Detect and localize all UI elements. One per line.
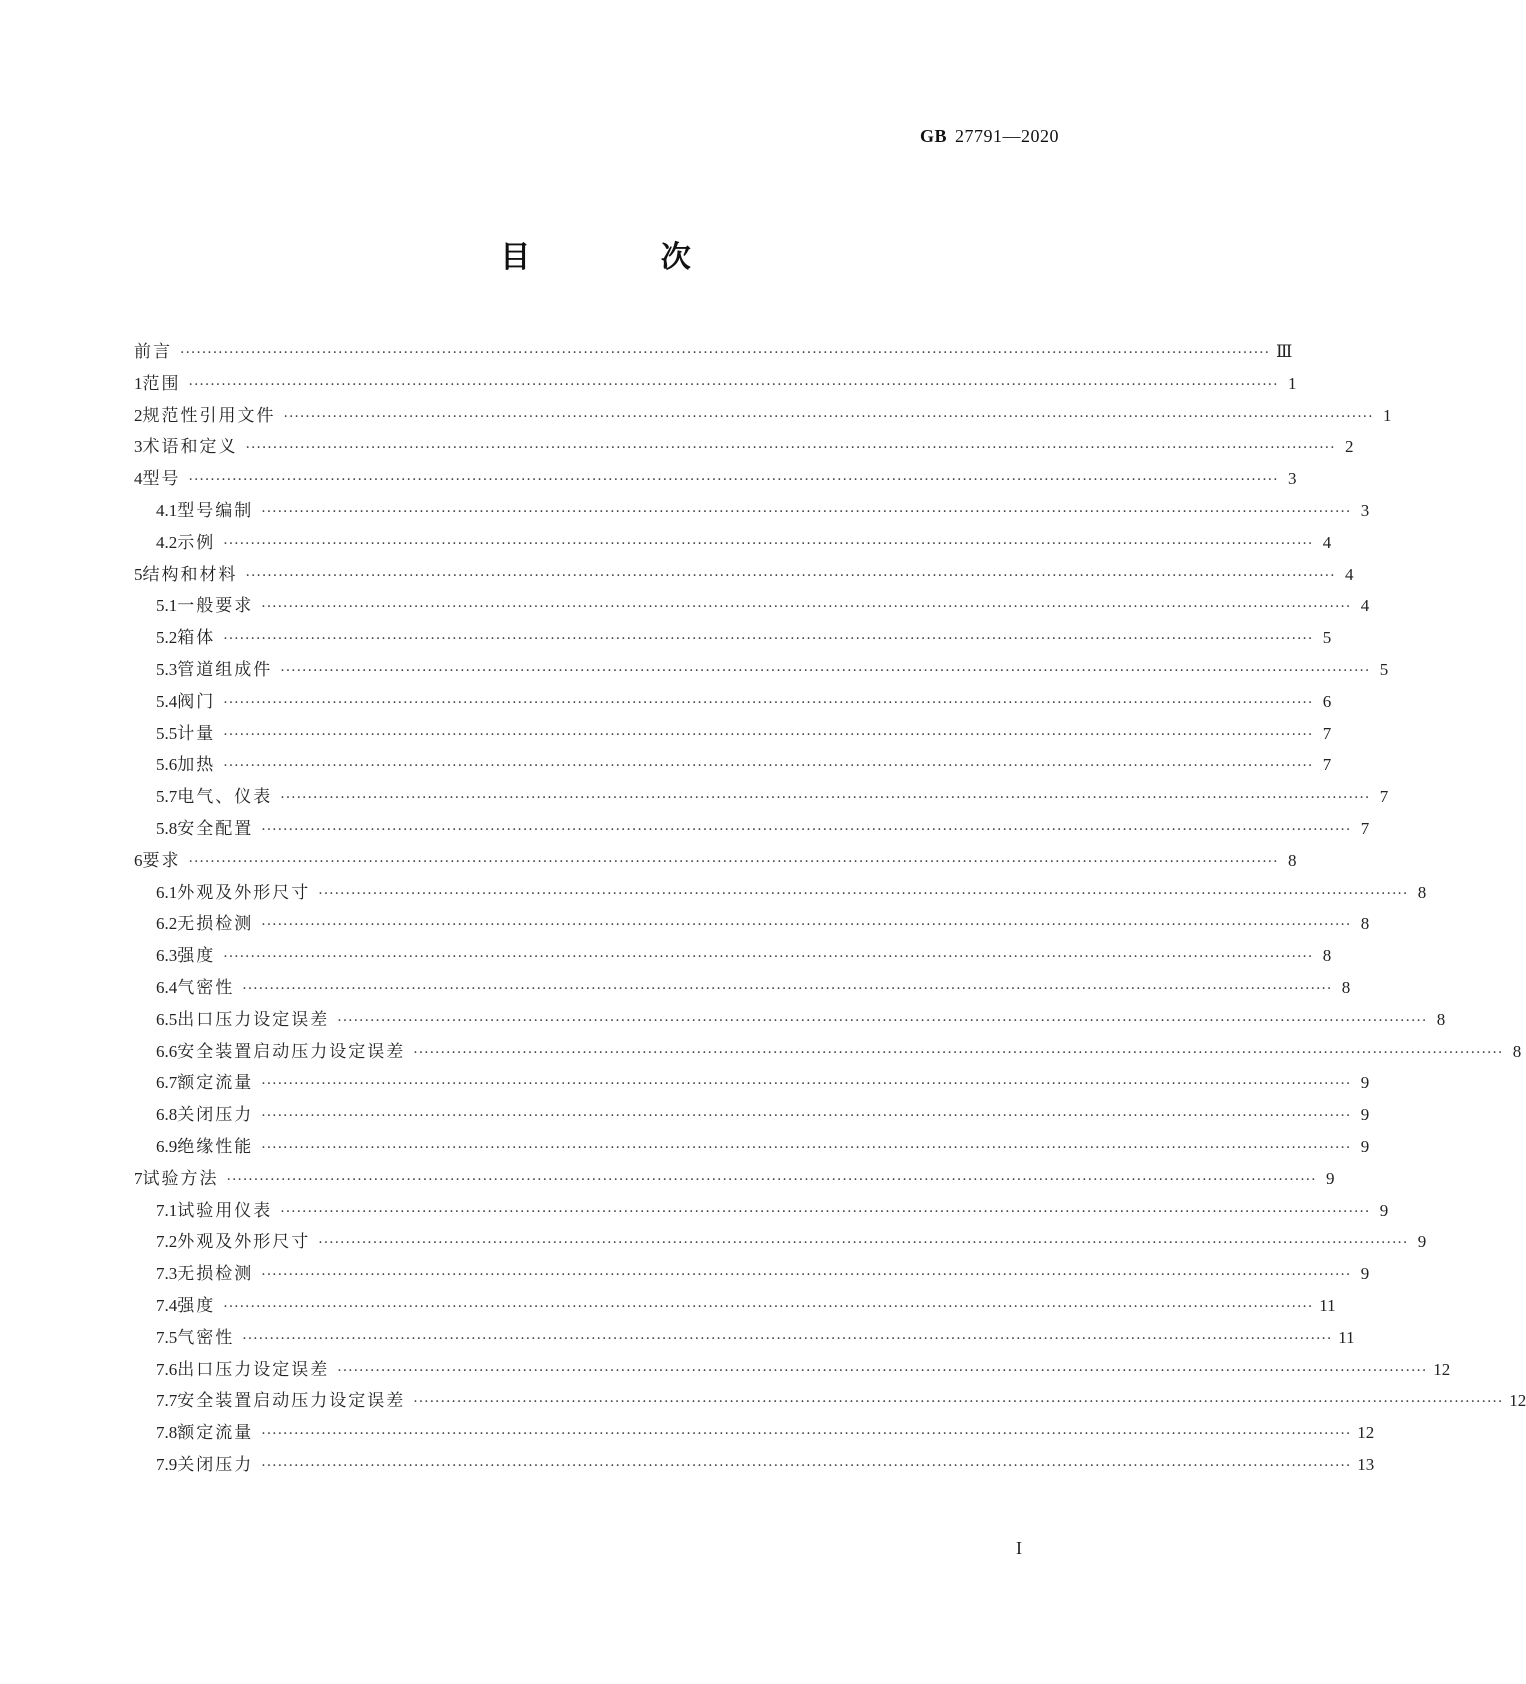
toc-entry-label: 计量	[177, 723, 216, 744]
toc-entry[interactable]	[134, 1290, 1336, 1322]
toc-dot-leader: ········································································································································································································	[223, 726, 1314, 743]
toc-entry[interactable]	[134, 431, 1354, 463]
toc-dot-leader: ········································································································································································································	[280, 662, 1371, 679]
toc-entry-number: 5.1	[156, 596, 178, 616]
toc-entry[interactable]	[134, 686, 1332, 718]
toc-dot-leader: ········································································································································································································	[261, 1139, 1352, 1156]
toc-entry-number: 6.1	[156, 882, 178, 902]
toc-dot-leader: ········································································································································································································	[242, 980, 1333, 997]
toc-entry-label: 规范性引用文件	[142, 405, 276, 426]
toc-entry-label: 电气、仪表	[177, 787, 273, 808]
toc-dot-leader: ········································································································································································································	[223, 535, 1314, 552]
toc-entry-number: 7	[134, 1168, 143, 1188]
toc-entry-label: 气密性	[177, 1327, 235, 1348]
toc-entry-page: 12	[1433, 1359, 1451, 1379]
toc-entry[interactable]	[134, 1258, 1370, 1290]
toc-entry-page: 8	[1341, 977, 1351, 997]
toc-entry-label: 型号编制	[177, 500, 254, 521]
toc-dot-leader: ········································································································································································································	[223, 758, 1314, 775]
toc-entry-label: 型号	[142, 469, 181, 490]
toc-entry[interactable]	[134, 1099, 1370, 1131]
toc-entry-label: 安全装置启动压力设定误差	[177, 1391, 406, 1412]
toc-dot-leader: ········································································································································································································	[188, 376, 1279, 393]
toc-entry-page: 5	[1379, 659, 1389, 679]
toc-entry-number: 6.9	[156, 1136, 178, 1156]
toc-entry[interactable]	[134, 1131, 1370, 1163]
toc-entry-page: 11	[1319, 1295, 1336, 1315]
toc-entry-number: 6.3	[156, 946, 178, 966]
toc-entry[interactable]	[134, 1004, 1446, 1036]
toc-entry-number: 4.1	[156, 500, 178, 520]
toc-dot-leader: ········································································································································································································	[188, 853, 1279, 870]
toc-dot-leader: ········································································································································································································	[318, 885, 1409, 902]
toc-dot-leader: ········································································································································································································	[261, 917, 1352, 934]
toc-entry-page: 9	[1379, 1200, 1389, 1220]
toc-entry-number: 7.9	[156, 1454, 178, 1474]
toc-entry-label: 额定流量	[177, 1423, 254, 1444]
toc-dot-leader: ········································································································································································································	[261, 599, 1352, 616]
toc-dot-leader: ········································································································································································································	[261, 821, 1352, 838]
toc-entry-label: 示例	[177, 532, 216, 553]
toc-entry-number: 5.8	[156, 818, 178, 838]
toc-entry-page: 13	[1357, 1454, 1375, 1474]
toc-entry-page: 8	[1360, 914, 1370, 934]
toc-dot-leader: ········································································································································································································	[337, 1362, 1428, 1379]
toc-entry-number: 1	[134, 373, 143, 393]
toc-entry-number: 5	[134, 564, 143, 584]
toc-dot-leader: ········································································································································································································	[261, 1426, 1352, 1443]
toc-entry-label: 试验用仪表	[177, 1200, 273, 1221]
toc-entry-number: 5.7	[156, 787, 178, 807]
toc-entry-label: 出口压力设定误差	[177, 1009, 330, 1030]
toc-entry-number: 5.6	[156, 755, 178, 775]
toc-entry[interactable]	[134, 1417, 1375, 1449]
toc-entry[interactable]	[134, 1067, 1370, 1099]
toc-entry-label: 前言	[134, 342, 172, 362]
toc-entry[interactable]	[134, 590, 1370, 622]
toc-dot-leader: ········································································································································································································	[223, 631, 1314, 648]
toc-entry[interactable]	[134, 1226, 1427, 1258]
toc-entry-label: 加热	[177, 755, 216, 776]
toc-entry[interactable]	[134, 940, 1332, 972]
toc-entry-label: 气密性	[177, 977, 235, 998]
toc-entry-number: 4	[134, 469, 143, 489]
toc-entry-page: 5	[1322, 628, 1332, 648]
toc-entry-number: 6	[134, 850, 143, 870]
toc-entry[interactable]	[134, 1322, 1355, 1354]
page-number: I	[1016, 1538, 1022, 1558]
standard-code-prefix: GB	[919, 126, 947, 146]
toc-dot-leader: ········································································································································································································	[413, 1044, 1504, 1061]
toc-entry-number: 7.5	[156, 1327, 178, 1347]
toc-entry[interactable]	[134, 813, 1370, 845]
toc-entry-number: 4.2	[156, 532, 178, 552]
toc-entry-number: 6.8	[156, 1105, 178, 1125]
toc-entry-page: 8	[1512, 1041, 1522, 1061]
toc-entry-number: 7.4	[156, 1295, 178, 1315]
toc-entry-label: 试验方法	[142, 1168, 219, 1189]
toc-entry[interactable]	[134, 781, 1389, 813]
toc-entry[interactable]	[134, 1385, 1526, 1417]
toc-entry-label: 管道组成件	[177, 659, 273, 680]
toc-dot-leader: ········································································································································································································	[261, 503, 1352, 520]
toc-entry-page: 12	[1509, 1391, 1526, 1411]
toc-entry-label: 出口压力设定误差	[177, 1359, 330, 1380]
toc-entry[interactable]	[134, 908, 1370, 940]
toc-entry-page: 6	[1322, 691, 1332, 711]
toc-entry[interactable]	[134, 622, 1332, 654]
toc-entry-page: 9	[1360, 1073, 1370, 1093]
toc-entry-page: 4	[1360, 596, 1370, 616]
toc-entry-page: 7	[1322, 723, 1332, 743]
toc-entry-number: 5.2	[156, 628, 178, 648]
toc-entry-page: 8	[1288, 850, 1297, 870]
toc-dot-leader: ········································································································································································································	[223, 1298, 1314, 1315]
toc-entry-page: 11	[1338, 1327, 1355, 1347]
toc-entry-page: 9	[1360, 1136, 1370, 1156]
toc-entry-label: 安全装置启动压力设定误差	[177, 1041, 406, 1062]
toc-entry-page: 7	[1379, 787, 1389, 807]
toc-entry-page: 1	[1383, 405, 1392, 425]
toc-dot-leader: ········································································································································································································	[318, 1235, 1409, 1252]
toc-entry-number: 7.7	[156, 1391, 178, 1411]
toc-entry-label: 额定流量	[177, 1073, 254, 1094]
toc-entry-page: 12	[1357, 1423, 1375, 1443]
toc-entry-label: 箱体	[177, 628, 216, 649]
toc-entry[interactable]	[134, 368, 1297, 400]
toc-entry-number: 6.7	[156, 1073, 178, 1093]
toc-dot-leader: ········································································································································································································	[226, 1171, 1317, 1188]
toc-dot-leader: ········································································································································································································	[261, 1457, 1352, 1474]
standard-code-number: 27791—2020	[955, 126, 1059, 146]
toc-entry-number: 7.2	[156, 1232, 178, 1252]
toc-entry-number: 6.6	[156, 1041, 178, 1061]
toc-entry[interactable]	[134, 749, 1332, 781]
toc-entry-number: 2	[134, 405, 143, 425]
toc-dot-leader: ········································································································································································································	[245, 567, 1336, 584]
toc-entry-label: 强度	[177, 1295, 216, 1316]
table-of-contents	[134, 336, 1526, 1481]
toc-entry[interactable]	[134, 1036, 1522, 1068]
toc-entry-number: 5.3	[156, 659, 178, 679]
toc-entry-label: 术语和定义	[142, 437, 238, 458]
toc-entry[interactable]	[134, 559, 1354, 591]
toc-entry-label: 阀门	[177, 691, 216, 712]
toc-entry-page: 9	[1417, 1232, 1427, 1252]
toc-entry[interactable]	[134, 400, 1392, 432]
toc-dot-leader: ········································································································································································································	[223, 694, 1314, 711]
toc-entry[interactable]	[134, 463, 1297, 495]
toc-entry[interactable]	[134, 527, 1332, 559]
toc-entry-page: 9	[1360, 1105, 1370, 1125]
toc-entry[interactable]	[134, 336, 1293, 368]
toc-entry-number: 7.8	[156, 1423, 178, 1443]
toc-entry[interactable]	[134, 1449, 1375, 1481]
toc-entry[interactable]	[134, 1163, 1335, 1195]
toc-entry-number: 6.4	[156, 977, 178, 997]
toc-entry-page: 7	[1322, 755, 1332, 775]
toc-entry-number: 7.6	[156, 1359, 178, 1379]
toc-dot-leader: ········································································································································································································	[337, 1012, 1428, 1029]
toc-entry[interactable]	[134, 972, 1351, 1004]
toc-entry-label: 安全配置	[177, 818, 254, 839]
toc-entry-number: 7.3	[156, 1264, 178, 1284]
toc-dot-leader: ········································································································································································································	[223, 949, 1314, 966]
toc-dot-leader: ········································································································································································································	[280, 790, 1371, 807]
toc-entry-page: 8	[1322, 946, 1332, 966]
toc-dot-leader: ········································································································································································································	[188, 472, 1279, 489]
toc-entry-page: 3	[1288, 469, 1297, 489]
toc-entry-label: 无损检测	[177, 1264, 254, 1285]
toc-dot-leader: ········································································································································································································	[261, 1267, 1352, 1284]
toc-entry-page: 8	[1417, 882, 1427, 902]
toc-entry-page: 4	[1345, 564, 1354, 584]
toc-entry-label: 要求	[142, 850, 181, 871]
toc-dot-leader: ········································································································································································································	[261, 1108, 1352, 1125]
toc-entry[interactable]	[134, 845, 1297, 877]
toc-dot-leader: ········································································································································································································	[413, 1394, 1504, 1411]
toc-dot-leader: ········································································································································································································	[242, 1330, 1333, 1347]
toc-entry-page: 8	[1436, 1009, 1446, 1029]
toc-entry-label: 绝缘性能	[177, 1136, 254, 1157]
toc-entry-label: 强度	[177, 946, 216, 967]
toc-entry-page: 9	[1360, 1264, 1370, 1284]
toc-entry-number: 5.4	[156, 691, 178, 711]
toc-entry[interactable]	[134, 495, 1370, 527]
toc-entry-number: 3	[134, 437, 143, 457]
toc-entry[interactable]	[134, 1195, 1389, 1227]
toc-entry-label: 结构和材料	[142, 564, 238, 585]
page-title: 目 次	[500, 240, 751, 275]
toc-entry-label: 外观及外形尺寸	[177, 1232, 311, 1253]
toc-dot-leader: ········································································································································································································	[280, 1203, 1371, 1220]
toc-entry-label: 关闭压力	[177, 1105, 254, 1126]
toc-entry-page: 3	[1360, 500, 1370, 520]
toc-entry[interactable]	[134, 718, 1332, 750]
toc-entry[interactable]	[134, 877, 1427, 909]
toc-entry-page: 4	[1322, 532, 1332, 552]
toc-entry-number: 7.1	[156, 1200, 178, 1220]
toc-dot-leader: ········································································································································································································	[261, 1076, 1352, 1093]
toc-entry-label: 无损检测	[177, 914, 254, 935]
toc-entry-page: 7	[1360, 818, 1370, 838]
toc-entry-number: 5.5	[156, 723, 178, 743]
toc-entry[interactable]	[134, 654, 1389, 686]
toc-entry-label: 范围	[142, 373, 181, 394]
toc-entry-page: 2	[1345, 437, 1354, 457]
toc-entry-label: 一般要求	[177, 596, 254, 617]
standard-code	[920, 126, 1059, 147]
toc-dot-leader: ········································································································································································································	[283, 408, 1374, 425]
toc-entry-page: Ⅲ	[1276, 342, 1293, 361]
toc-entry-label: 关闭压力	[177, 1454, 254, 1475]
toc-entry-number: 6.2	[156, 914, 178, 934]
toc-dot-leader: ········································································································································································································	[245, 440, 1336, 457]
toc-entry[interactable]	[134, 1354, 1451, 1386]
toc-entry-page: 9	[1326, 1168, 1335, 1188]
toc-entry-number: 6.5	[156, 1009, 178, 1029]
toc-entry-page: 1	[1288, 373, 1297, 393]
toc-entry-label: 外观及外形尺寸	[177, 882, 311, 903]
toc-dot-leader: ········································································································································································································	[180, 345, 1271, 361]
